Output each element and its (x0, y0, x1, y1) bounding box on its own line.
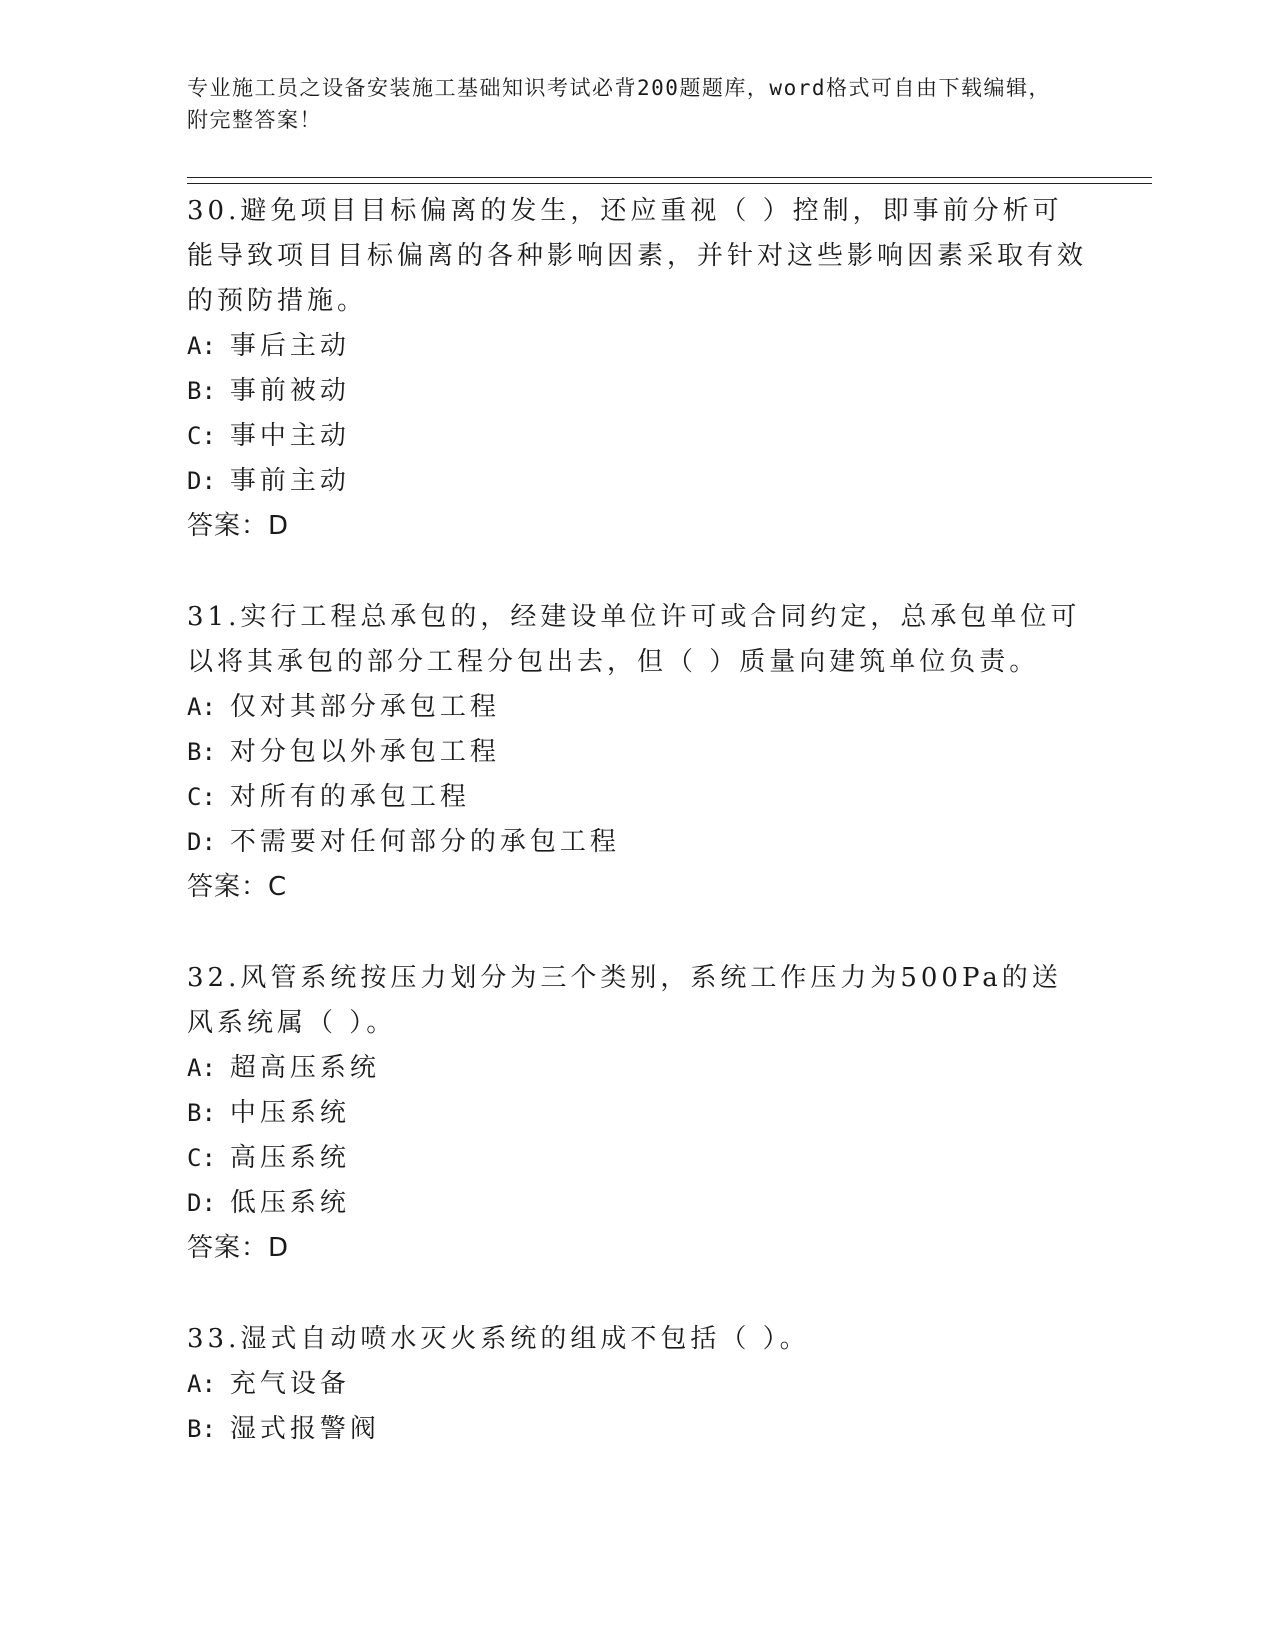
option-text: 湿式报警阀 (229, 1414, 380, 1444)
option-letter: A: (187, 1370, 216, 1398)
option-letter: A: (187, 693, 216, 721)
option-a (187, 685, 1087, 730)
option-letter: B: (187, 738, 216, 766)
option-letter: C: (187, 783, 216, 811)
option-letter: B: (187, 377, 216, 405)
option-letter: A: (187, 332, 216, 360)
header-divider-top (187, 177, 1152, 178)
option-text: 事前主动 (229, 466, 350, 496)
option-text: 对分包以外承包工程 (229, 737, 500, 767)
option-text: 事中主动 (229, 421, 350, 451)
header-divider-bottom (187, 183, 1152, 184)
option-letter: C: (187, 1144, 216, 1172)
option-d (187, 1181, 1087, 1226)
question-stem: 32.风管系统按压力划分为三个类别，系统工作压力为500Pa的送风系统属（ ）。 (187, 963, 1062, 1038)
option-letter: D: (187, 467, 216, 495)
option-b (187, 369, 1087, 414)
question-32 (187, 956, 1087, 1271)
option-text: 事前被动 (229, 376, 350, 406)
document-header: 专业施工员之设备安装施工基础知识考试必背200题题库，word格式可自由下载编辑，附完整答案！ (187, 76, 1051, 132)
option-letter: B: (187, 1415, 216, 1443)
option-letter: A: (187, 1054, 216, 1082)
option-text: 低压系统 (229, 1188, 350, 1218)
option-letter: C: (187, 422, 216, 450)
question-stem: 33.湿式自动喷水灭火系统的组成不包括（ ）。 (187, 1324, 810, 1354)
question-stem: 30.避免项目目标偏离的发生，还应重视（ ）控制，即事前分析可能导致项目目标偏离的各种影响因素，并针对这些影响因素采取有效的预防措施。 (187, 196, 1088, 316)
option-c (187, 1136, 1087, 1181)
option-d (187, 820, 1087, 865)
question-33 (187, 1317, 1087, 1452)
option-text: 高压系统 (229, 1143, 350, 1173)
option-a (187, 324, 1087, 369)
option-text: 中压系统 (229, 1098, 350, 1128)
option-text: 超高压系统 (229, 1053, 380, 1083)
option-text: 仅对其部分承包工程 (229, 692, 500, 722)
option-text: 对所有的承包工程 (229, 782, 470, 812)
option-b (187, 1407, 1087, 1452)
question-list (187, 189, 1087, 1498)
option-text: 充气设备 (229, 1369, 350, 1399)
option-d (187, 459, 1087, 504)
option-b (187, 1091, 1087, 1136)
option-b (187, 730, 1087, 775)
answer-line: 答案：D (187, 511, 290, 541)
question-stem: 31.实行工程总承包的，经建设单位许可或合同约定，总承包单位可以将其承包的部分工程分包出去，但（ ）质量向建筑单位负责。 (187, 602, 1081, 677)
answer-line: 答案：D (187, 1233, 290, 1263)
option-c (187, 775, 1087, 820)
option-text: 不需要对任何部分的承包工程 (229, 827, 620, 857)
option-c (187, 414, 1087, 459)
question-30 (187, 189, 1087, 549)
option-a (187, 1046, 1087, 1091)
option-a (187, 1362, 1087, 1407)
option-letter: D: (187, 1189, 216, 1217)
option-letter: D: (187, 828, 216, 856)
option-letter: B: (187, 1099, 216, 1127)
option-text: 事后主动 (229, 331, 350, 361)
question-31 (187, 595, 1087, 910)
answer-line: 答案：C (187, 872, 288, 902)
